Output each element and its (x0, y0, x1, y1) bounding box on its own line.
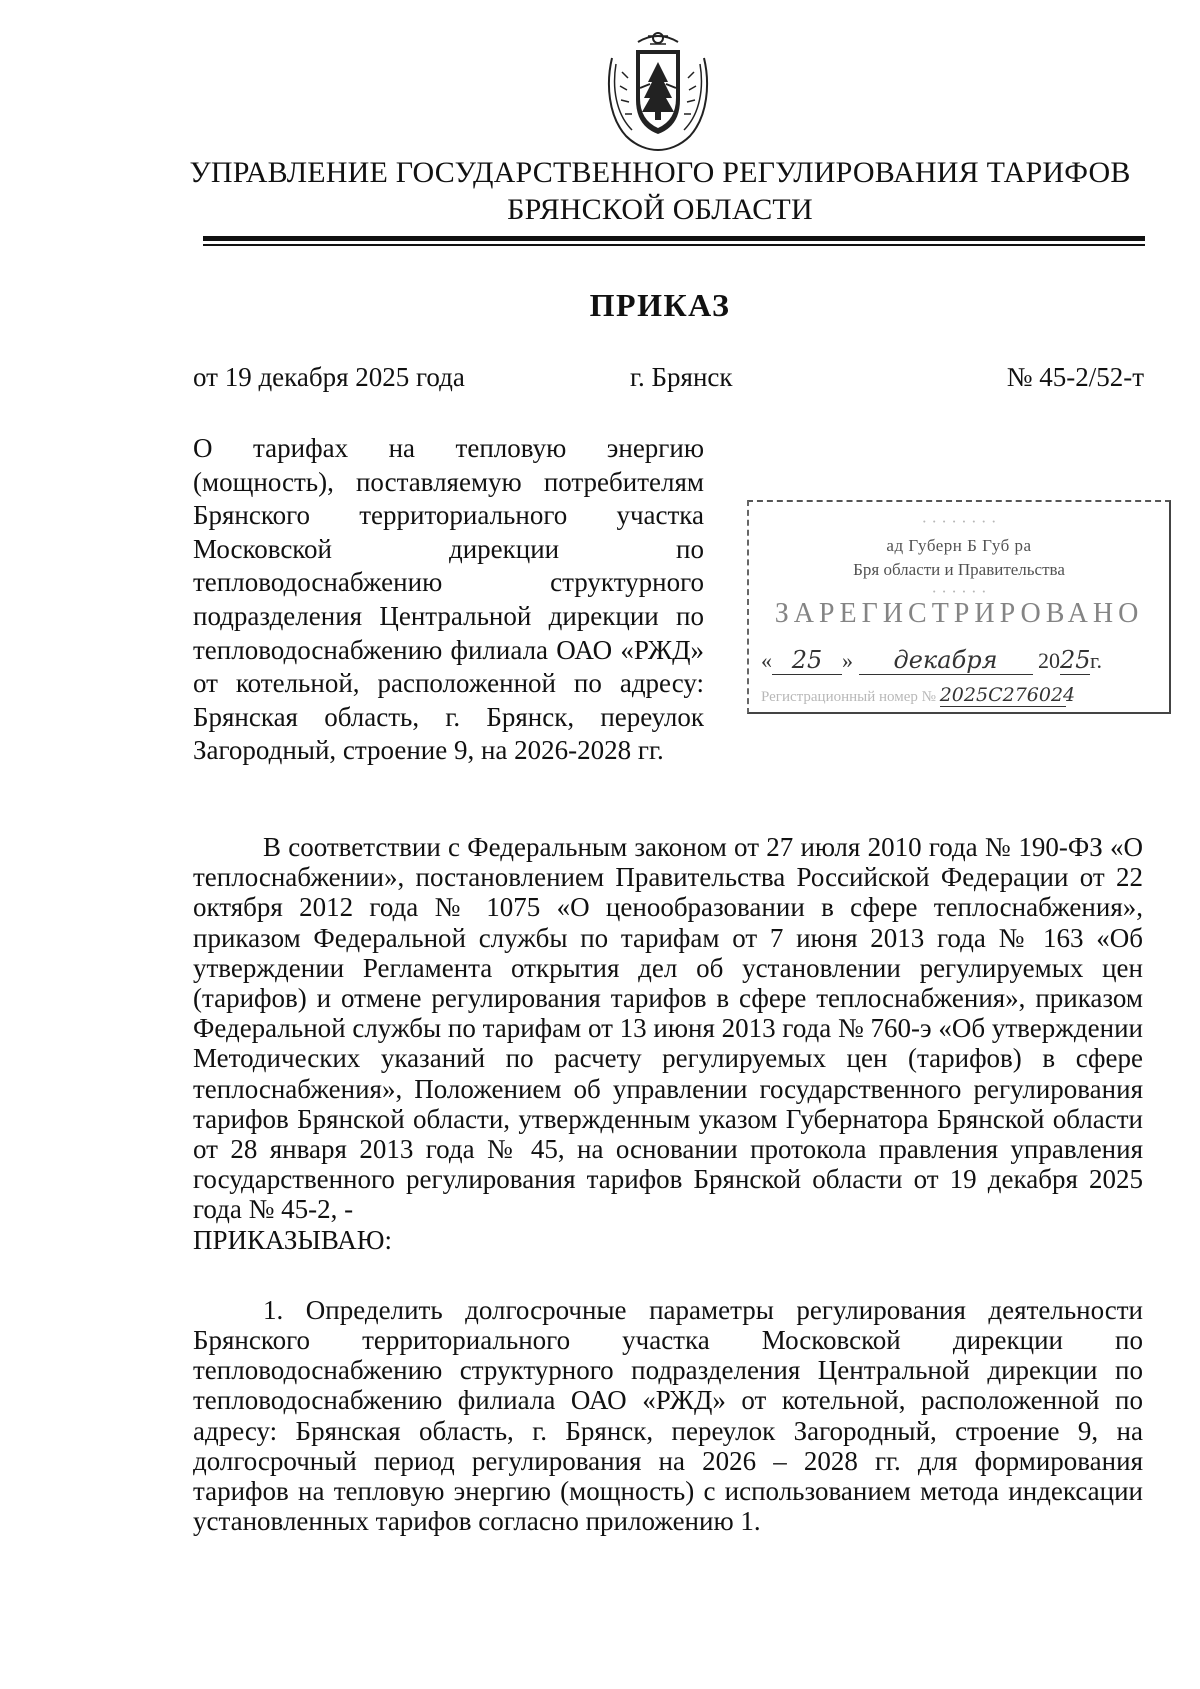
organization-line-2: БРЯНСКОЙ ОБЛАСТИ (507, 193, 813, 226)
coat-of-arms-icon (604, 28, 712, 152)
organization-title (160, 154, 1160, 228)
stamp-date-year-end: г. (1090, 648, 1103, 673)
order-word: ПРИКАЗЫВАЮ: (193, 1224, 392, 1255)
order-item-1: 1. Определить долгосрочные параметры регулирования деятельности Брянского территориального участка Московской дирекции по тепловодоснабжению структурного подразделения Центральной дирекции по тепловодоснабжению филиала ОАО «РЖД» от котельной, расположенной по адресу: Брянская область, г. Брянск, переулок Загородный, строение 9, на долгосрочный период регулирования на 2026 – 2028 гг. для формирования тарифов на тепловую энергию (мощность) с использованием метода индексации установленных тарифов согласно приложению 1. (193, 1294, 1143, 1537)
stamp-line-2: Бря области и Правительства (853, 560, 1065, 579)
stamp-date-year-suffix: 25 (1060, 646, 1091, 674)
stamp-reg-number: 2025С276024 (939, 684, 1076, 706)
registration-stamp (747, 500, 1171, 714)
organization-line-1: УПРАВЛЕНИЕ ГОСУДАРСТВЕННОГО РЕГУЛИРОВАНИЯ ТАРИФОВ (189, 156, 1131, 189)
document-type-title: ПРИКАЗ (589, 287, 731, 323)
preamble-paragraph: В соответствии с Федеральным законом от 27 июля 2010 года № 190-ФЗ «О теплоснабжении», постановлением Правительства Российской Федерации от 22 октября 2012 года № 1075 «О ценообразовании в сфере теплоснабжения», приказом Федеральной службы по тарифам от 7 июня 2013 года № 163 «Об утверждении Регламента открытия дел об установлении регулируемых цен (тарифов) и отмене регулирования тарифов в сфере теплоснабжения», приказом Федеральной службы по тарифам от 13 июня 2013 года № 760-э «Об утверждении Методических указаний по расчету регулируемых цен (тарифов) в сфере теплоснабжения», Положением об управлении государственного регулирования тарифов Брянской области, утвержденным указом Губернатора Брянской области от 28 января 2013 года № 45, на основании протокола правления управления государственного регулирования тарифов Брянской области от 19 декабря 2025 года № 45-2, - (193, 832, 1143, 1225)
stamp-registered-label: ЗАРЕГИСТРИРОВАНО (774, 598, 1144, 629)
stamp-reg-label: Регистрационный номер № (761, 689, 936, 705)
stamp-date: « 25 » декабря 2025г. (761, 646, 1103, 674)
document-city: г. Брянск (630, 362, 733, 392)
stamp-faint-line: · · · · · · · · (921, 512, 997, 531)
document-subject: О тарифах на тепловую энергию (мощность), поставляемую потребителям Брянского территориального участка Московской дирекции по тепловодоснабжению структурного подразделения Центральной дирекции по тепловодоснабжению филиала ОАО «РЖД» от котельной, расположенной по адресу: Брянская область, г. Брянск, переулок Загородный, строение 9, на 2026-2028 гг. (193, 433, 704, 766)
document-date: от 19 декабря 2025 года (193, 362, 465, 392)
stamp-date-day: 25 (772, 646, 842, 675)
stamp-date-month: декабря (859, 646, 1033, 675)
header-divider-thick (203, 236, 1145, 241)
document-number: № 45-2/52-т (1006, 362, 1144, 392)
stamp-date-year-prefix: 20 (1038, 648, 1060, 673)
stamp-line-1: ад Губерн Б Губ ра (886, 536, 1032, 555)
stamp-registration (761, 684, 1161, 707)
header-divider-thin (203, 244, 1145, 246)
stamp-faint-line: · · · · · · (931, 582, 987, 601)
document-body (193, 832, 1143, 1536)
